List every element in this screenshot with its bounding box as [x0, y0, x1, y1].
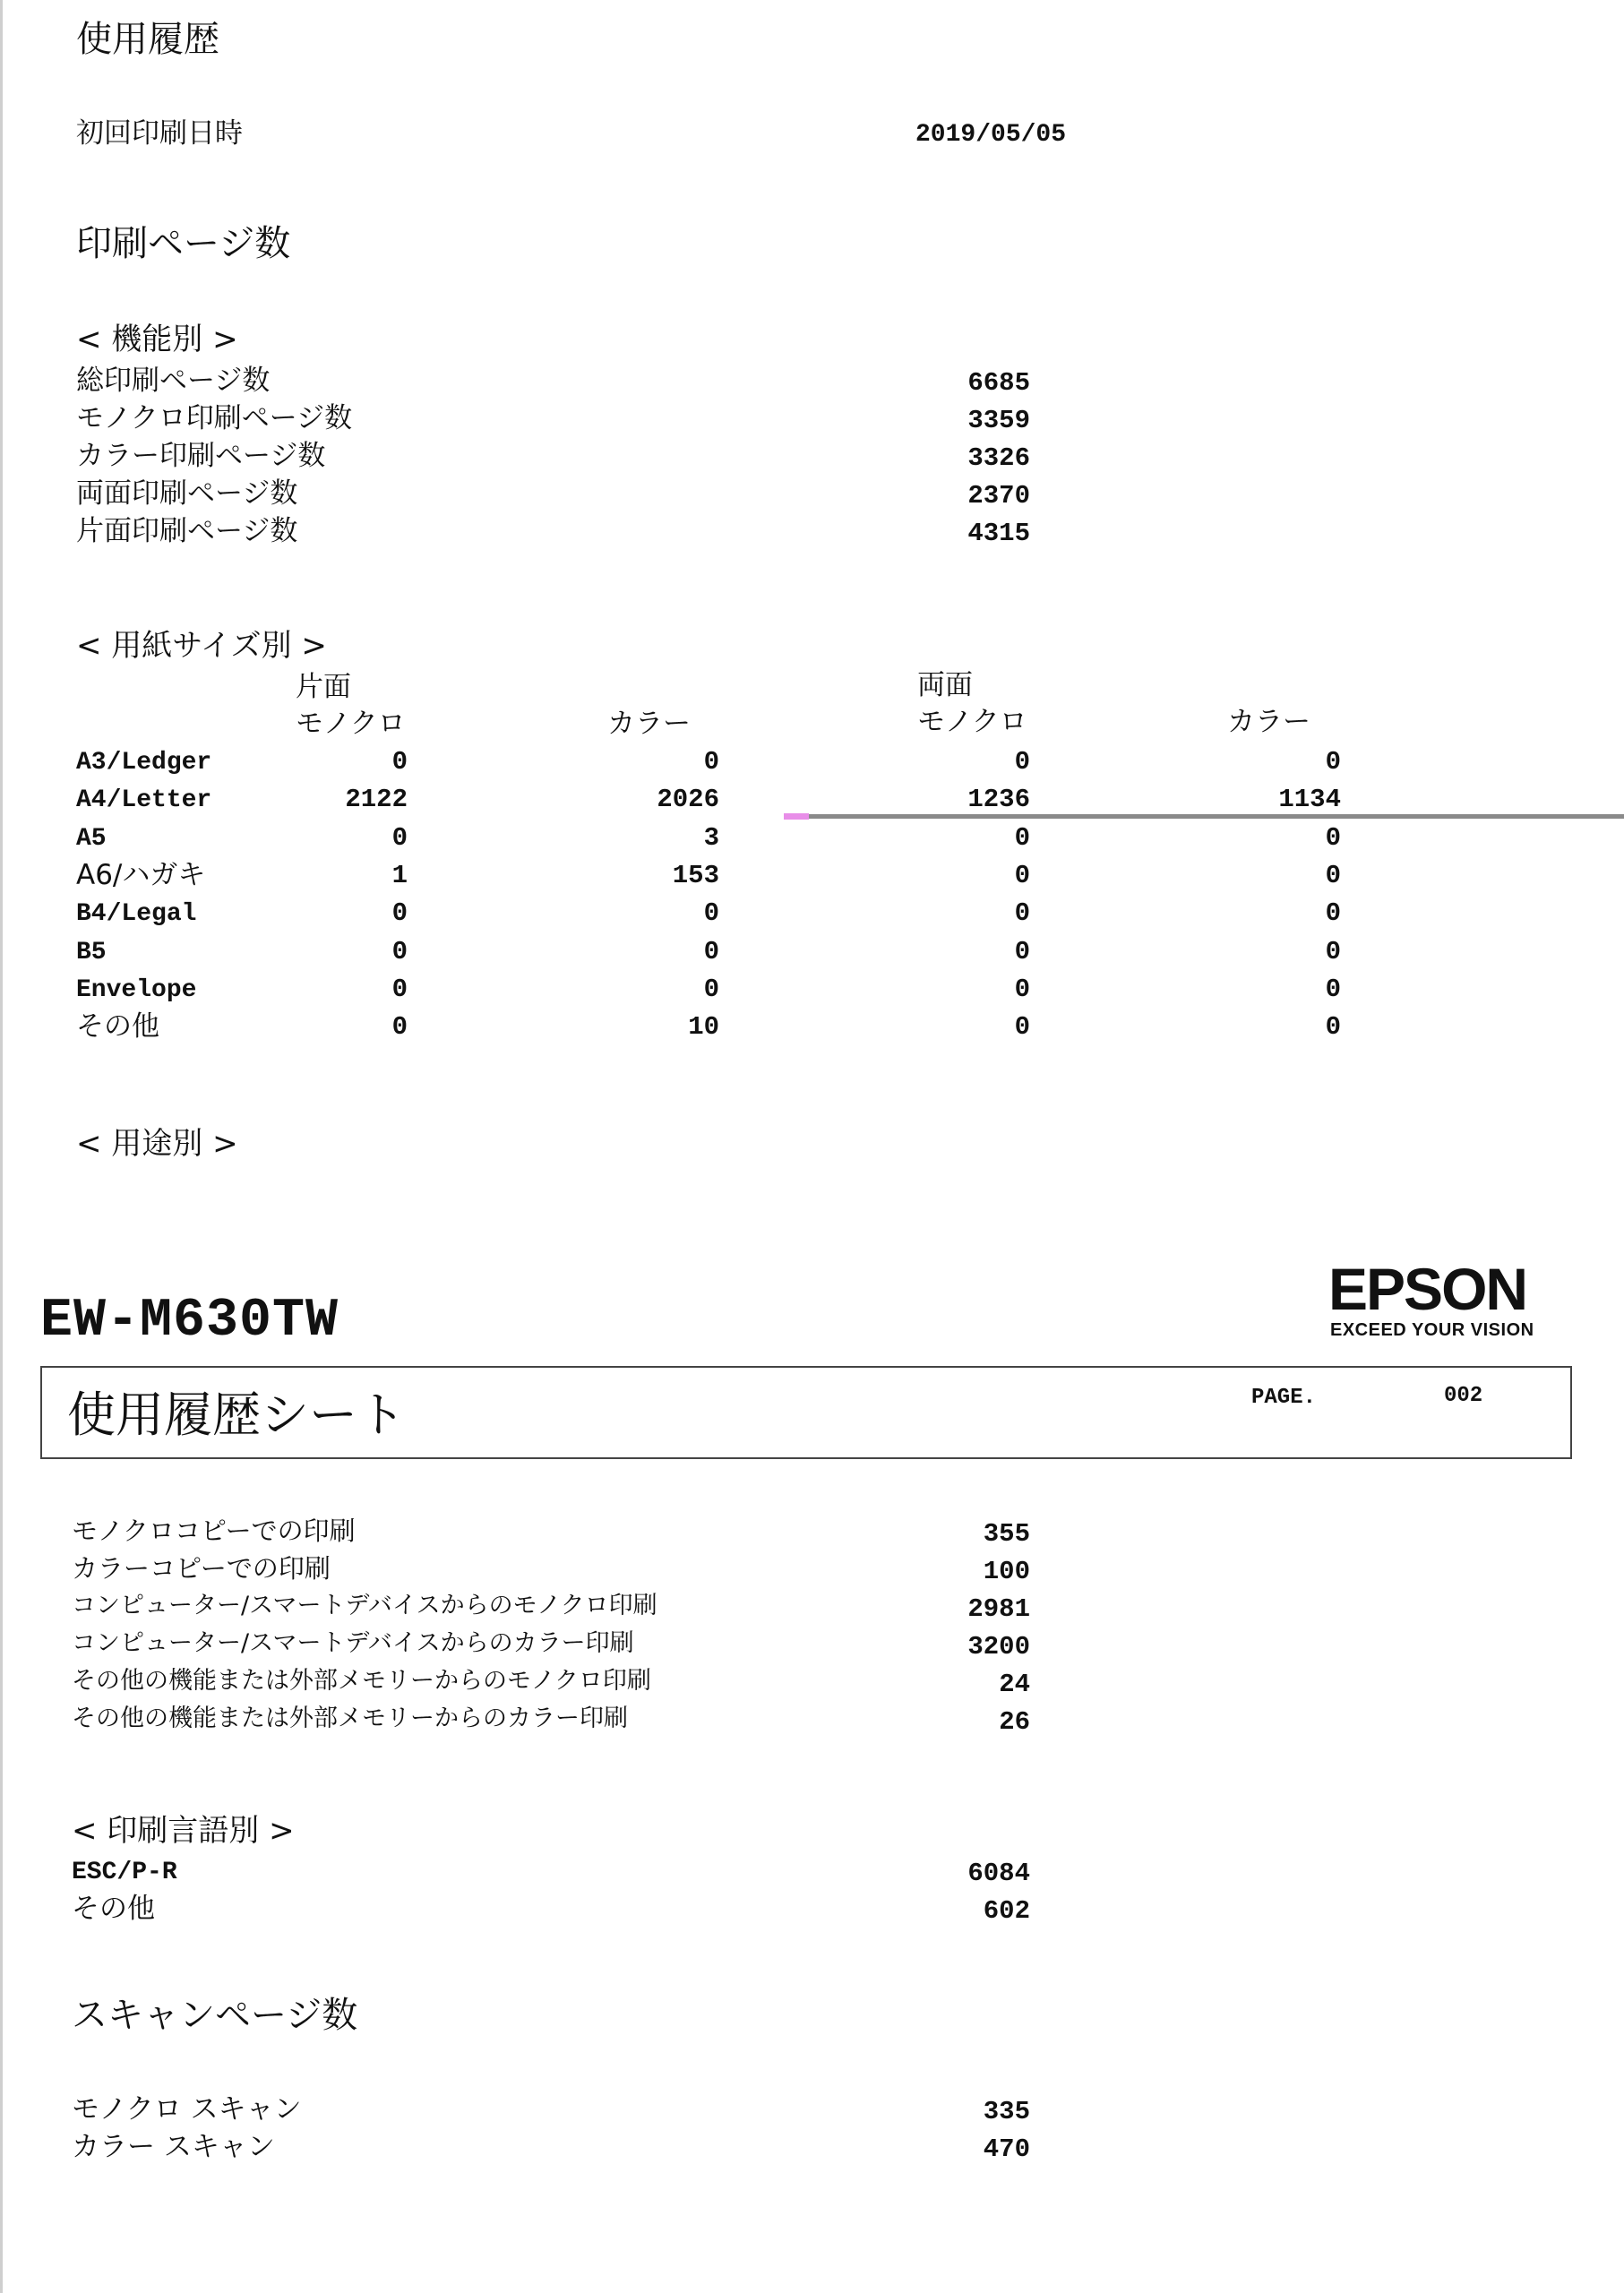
- table-cell-double-mono: 1236: [967, 785, 1030, 814]
- usage-history-title: 使用履歴: [76, 19, 219, 60]
- table-row-size: A3/Ledger: [76, 749, 212, 777]
- first-print-label: 初回印刷日時: [76, 117, 243, 150]
- list-item-label: カラー スキャン: [72, 2131, 275, 2163]
- table-cell-single-mono: 1: [391, 861, 408, 890]
- table-cell-double-color: 0: [1325, 823, 1341, 853]
- group-header-single: 片面: [296, 671, 351, 703]
- list-item-label: 片面印刷ページ数: [76, 515, 298, 547]
- table-cell-single-mono: 0: [391, 937, 408, 966]
- list-item-label: その他の機能または外部メモリーからのカラー印刷: [72, 1705, 628, 1732]
- list-item-label: カラーコピーでの印刷: [72, 1553, 331, 1584]
- list-item-label: モノクロコピーでの印刷: [72, 1516, 356, 1546]
- epson-tagline: EXCEED YOUR VISION: [1330, 1320, 1534, 1340]
- table-row-size: A4/Letter: [76, 786, 212, 814]
- list-item-value: 3359: [967, 406, 1030, 435]
- table-cell-double-color: 1134: [1278, 785, 1341, 814]
- list-item-label: モノクロ スキャン: [72, 2093, 302, 2126]
- table-cell-double-color: 0: [1325, 1012, 1341, 1042]
- table-cell-double-mono: 0: [1014, 823, 1030, 853]
- table-cell-single-mono: 0: [391, 898, 408, 928]
- group-header-double: 両面: [917, 669, 973, 701]
- by-paper-size-heading: < 用紙サイズ別 >: [76, 628, 327, 664]
- list-item-label: コンピューター/スマートデバイスからのカラー印刷: [72, 1629, 634, 1657]
- table-cell-double-mono: 0: [1014, 898, 1030, 928]
- table-cell-single-color: 0: [703, 937, 719, 966]
- table-cell-single-color: 0: [703, 898, 719, 928]
- table-cell-single-color: 0: [703, 975, 719, 1004]
- table-cell-single-color: 10: [688, 1012, 719, 1042]
- by-language-heading: < 印刷言語別 >: [72, 1813, 295, 1849]
- table-row-size: A5: [76, 825, 107, 853]
- table-cell-double-color: 0: [1325, 747, 1341, 777]
- table-cell-single-color: 0: [703, 747, 719, 777]
- table-cell-double-mono: 0: [1014, 747, 1030, 777]
- epson-logo: EPSON: [1328, 1256, 1527, 1322]
- print-streak: [788, 814, 1624, 819]
- table-cell-single-color: 3: [703, 823, 719, 853]
- table-row-size: その他: [76, 1010, 159, 1043]
- table-cell-double-color: 0: [1325, 861, 1341, 890]
- table-cell-single-color: 2026: [657, 785, 719, 814]
- col-header-single-mono: モノクロ: [296, 708, 406, 740]
- table-row-size: B5: [76, 939, 107, 966]
- list-item-value: 470: [983, 2134, 1030, 2164]
- list-item-label: カラー印刷ページ数: [76, 440, 326, 472]
- list-item-value: 100: [983, 1557, 1030, 1586]
- table-cell-double-mono: 0: [1014, 975, 1030, 1004]
- table-row-size: A6/ハガキ: [76, 859, 206, 891]
- list-item-label: 両面印刷ページ数: [76, 477, 298, 510]
- list-item-value: 6084: [967, 1859, 1030, 1888]
- table-cell-double-color: 0: [1325, 937, 1341, 966]
- list-item-label: コンピューター/スマートデバイスからのモノクロ印刷: [72, 1592, 657, 1619]
- scan-pages-title: スキャンページ数: [72, 1995, 358, 2036]
- print-streak-tint: [784, 813, 809, 820]
- table-cell-single-mono: 2122: [345, 785, 408, 814]
- list-item-value: 26: [999, 1707, 1030, 1737]
- list-item-value: 335: [983, 2097, 1030, 2126]
- list-item-value: 6685: [967, 368, 1030, 398]
- table-cell-double-color: 0: [1325, 898, 1341, 928]
- table-cell-double-mono: 0: [1014, 1012, 1030, 1042]
- list-item-value: 2981: [967, 1594, 1030, 1624]
- print-pages-title: 印刷ページ数: [76, 223, 291, 264]
- table-cell-single-color: 153: [672, 861, 719, 890]
- table-row-size: B4/Legal: [76, 900, 197, 928]
- table-cell-double-mono: 0: [1014, 937, 1030, 966]
- col-header-single-color: カラー: [607, 708, 691, 740]
- page-number: 002: [1444, 1384, 1483, 1408]
- table-cell-single-mono: 0: [391, 975, 408, 1004]
- table-cell-single-mono: 0: [391, 823, 408, 853]
- list-item-value: 3326: [967, 443, 1030, 473]
- by-function-heading: < 機能別 >: [76, 322, 238, 357]
- sheet-title-box: [40, 1366, 1572, 1459]
- col-header-double-color: カラー: [1227, 706, 1310, 738]
- list-item-value: 2370: [967, 481, 1030, 511]
- list-item-value: 24: [999, 1670, 1030, 1699]
- by-purpose-heading: < 用途別 >: [76, 1126, 238, 1162]
- first-print-value: 2019/05/05: [915, 121, 1067, 149]
- table-cell-single-mono: 0: [391, 1012, 408, 1042]
- table-row-size: Envelope: [76, 976, 197, 1004]
- list-item-value: 3200: [967, 1632, 1030, 1662]
- table-cell-double-color: 0: [1325, 975, 1341, 1004]
- list-item-label: その他の機能または外部メモリーからのモノクロ印刷: [72, 1667, 651, 1695]
- list-item-value: 602: [983, 1896, 1030, 1926]
- sheet-title: 使用履歴シート: [67, 1387, 406, 1443]
- model-name: EW-M630TW: [40, 1291, 339, 1352]
- list-item-label: モノクロ印刷ページ数: [76, 402, 353, 434]
- list-item-label: その他: [72, 1893, 155, 1925]
- table-cell-double-mono: 0: [1014, 861, 1030, 890]
- list-item-label: ESC/P-R: [72, 1859, 177, 1886]
- list-item-value: 4315: [967, 519, 1030, 548]
- page-label: PAGE.: [1251, 1386, 1317, 1410]
- list-item-value: 355: [983, 1519, 1030, 1549]
- col-header-double-mono: モノクロ: [917, 706, 1027, 738]
- scan-left-edge: [0, 0, 3, 2293]
- table-cell-single-mono: 0: [391, 747, 408, 777]
- list-item-label: 総印刷ページ数: [76, 365, 271, 397]
